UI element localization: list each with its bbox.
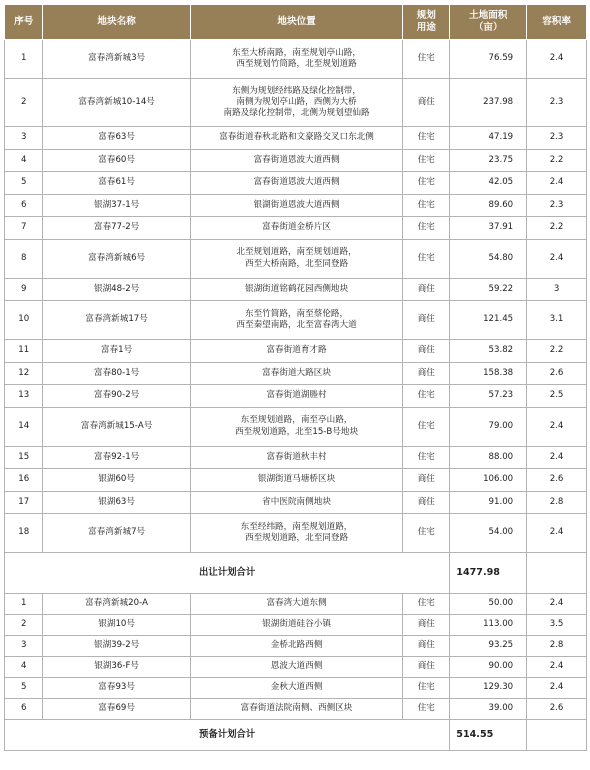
table-row	[5, 239, 587, 278]
reserve-section	[5, 594, 587, 720]
table-row	[5, 172, 587, 195]
cell-area: 158.38	[450, 362, 527, 385]
plan-total-row	[5, 553, 587, 594]
cell-no: 5	[5, 678, 43, 699]
cell-name: 富春湾新城20-A	[43, 594, 190, 615]
cell-area: 53.82	[450, 340, 527, 363]
cell-no: 5	[5, 172, 43, 195]
cell-far: 2.2	[527, 149, 587, 172]
cell-area: 39.00	[450, 699, 527, 720]
cell-area: 76.59	[450, 40, 527, 79]
cell-use: 住宅	[403, 127, 450, 150]
cell-location	[190, 301, 403, 340]
plan-total-blank	[527, 553, 587, 594]
location-line: 银湖街道恩波大道西侧	[253, 199, 340, 210]
cell-use: 住宅	[403, 149, 450, 172]
cell-use: 住宅	[403, 194, 450, 217]
plan-total-section	[5, 553, 587, 594]
table-row	[5, 636, 587, 657]
cell-use: 住宅	[403, 594, 450, 615]
cell-no: 8	[5, 239, 43, 278]
cell-far: 2.8	[527, 491, 587, 514]
cell-area: 129.30	[450, 678, 527, 699]
cell-area: 237.98	[450, 79, 527, 127]
reserve-total-label: 预备计划合计	[5, 720, 450, 751]
reserve-total-row	[5, 720, 587, 751]
cell-far: 2.4	[527, 407, 587, 446]
cell-use: 住宅	[403, 217, 450, 240]
cell-area: 47.19	[450, 127, 527, 150]
cell-use: 住宅	[403, 407, 450, 446]
header-area-line: （亩）	[473, 22, 503, 33]
cell-far: 2.6	[527, 699, 587, 720]
cell-location	[190, 615, 403, 636]
cell-use: 商住	[403, 491, 450, 514]
location-line: 南路及绿化控制带，北侧为规划望仙路	[223, 108, 370, 119]
plan-total-value: 1477.98	[450, 553, 527, 594]
header-location: 地块位置	[190, 5, 403, 40]
cell-location	[190, 127, 403, 150]
table-row	[5, 615, 587, 636]
plan-total-label: 出让计划合计	[5, 553, 450, 594]
cell-use: 住宅	[403, 678, 450, 699]
cell-area: 93.25	[450, 636, 527, 657]
header-no: 序号	[5, 5, 43, 40]
cell-area: 37.91	[450, 217, 527, 240]
location-line: 富春街道恩波大道西侧	[253, 177, 340, 188]
cell-location	[190, 149, 403, 172]
cell-name: 银湖37-1号	[43, 194, 190, 217]
cell-area: 79.00	[450, 407, 527, 446]
cell-location	[190, 79, 403, 127]
location-line: 东至大桥南路，南至规划亭山路，	[232, 47, 361, 58]
table-row	[5, 514, 587, 553]
cell-area: 54.80	[450, 239, 527, 278]
cell-name: 富春湾新城15-A号	[43, 407, 190, 446]
cell-no: 6	[5, 699, 43, 720]
cell-area: 89.60	[450, 194, 527, 217]
location-line: 西至规划道路，北至同登路	[244, 533, 349, 543]
cell-area: 54.00	[450, 514, 527, 553]
table-row	[5, 699, 587, 720]
location-line: 金桥北路西侧	[270, 640, 323, 651]
location-line: 省中医院南侧地块	[262, 496, 331, 507]
cell-area: 59.22	[450, 278, 527, 301]
location-line: 西至规划竹筒路，北至规划道路	[236, 59, 357, 69]
cell-location	[190, 514, 403, 553]
location-line: 富春湾大道东侧	[266, 598, 327, 609]
cell-location	[190, 594, 403, 615]
table-row	[5, 362, 587, 385]
cell-far: 2.6	[527, 469, 587, 492]
cell-far: 3.1	[527, 301, 587, 340]
cell-no: 4	[5, 657, 43, 678]
cell-area: 50.00	[450, 594, 527, 615]
cell-use: 住宅	[403, 172, 450, 195]
cell-area: 91.00	[450, 491, 527, 514]
cell-location	[190, 491, 403, 514]
table-row	[5, 385, 587, 408]
cell-far: 2.3	[527, 194, 587, 217]
table-row	[5, 340, 587, 363]
cell-name: 富春92-1号	[43, 446, 190, 469]
table-row	[5, 40, 587, 79]
location-line: 富春街道法院南侧、西侧区块	[240, 703, 353, 714]
location-line: 富春街道秋丰村	[266, 451, 327, 462]
cell-name: 银湖48-2号	[43, 278, 190, 301]
cell-location	[190, 446, 403, 469]
cell-no: 1	[5, 40, 43, 79]
location-line: 东至竹简路，南至蔡伦路，	[244, 308, 349, 319]
cell-no: 4	[5, 149, 43, 172]
location-line: 东至经纬路，南至规划道路，	[240, 521, 353, 532]
cell-no: 13	[5, 385, 43, 408]
location-line: 东至规划道路，南至亭山路，	[240, 415, 353, 426]
cell-far: 2.6	[527, 362, 587, 385]
cell-name: 富春60号	[43, 149, 190, 172]
cell-name: 富春63号	[43, 127, 190, 150]
cell-location	[190, 194, 403, 217]
table-row	[5, 127, 587, 150]
table-row	[5, 594, 587, 615]
cell-name: 银湖36-F号	[43, 657, 190, 678]
cell-no: 3	[5, 636, 43, 657]
cell-area: 90.00	[450, 657, 527, 678]
cell-use: 商住	[403, 469, 450, 492]
cell-area: 23.75	[450, 149, 527, 172]
cell-far: 2.4	[527, 239, 587, 278]
cell-no: 7	[5, 217, 43, 240]
cell-use: 商住	[403, 340, 450, 363]
cell-far: 2.4	[527, 446, 587, 469]
table-row	[5, 407, 587, 446]
location-line: 西至大桥南路，北至同登路	[244, 258, 349, 269]
cell-far: 2.5	[527, 385, 587, 408]
reserve-total-section	[5, 720, 587, 751]
location-line: 银湖街道铭鹤花园西侧地块	[244, 283, 349, 294]
cell-use: 商住	[403, 301, 450, 340]
cell-location	[190, 239, 403, 278]
cell-location	[190, 657, 403, 678]
cell-location	[190, 172, 403, 195]
cell-name: 银湖10号	[43, 615, 190, 636]
cell-use: 商住	[403, 278, 450, 301]
cell-area: 57.23	[450, 385, 527, 408]
table-row	[5, 79, 587, 127]
location-line: 银湖街道硅谷小镇	[262, 619, 331, 630]
header-name: 地块名称	[43, 5, 190, 40]
location-line: 富春街道大路区块	[262, 367, 331, 378]
cell-use: 商住	[403, 657, 450, 678]
cell-location	[190, 340, 403, 363]
location-line: 恩波大道西侧	[270, 661, 323, 672]
cell-location	[190, 678, 403, 699]
reserve-total-value: 514.55	[450, 720, 527, 751]
cell-use: 住宅	[403, 385, 450, 408]
cell-use: 住宅	[403, 699, 450, 720]
cell-no: 10	[5, 301, 43, 340]
cell-far: 2.4	[527, 172, 587, 195]
location-line: 富春街道恩波大道西侧	[253, 154, 340, 165]
table-row	[5, 194, 587, 217]
cell-area: 106.00	[450, 469, 527, 492]
location-line: 富春街道育才路	[266, 345, 327, 356]
cell-use: 住宅	[403, 514, 450, 553]
cell-area: 88.00	[450, 446, 527, 469]
cell-location	[190, 469, 403, 492]
cell-name: 富春69号	[43, 699, 190, 720]
cell-use: 住宅	[403, 239, 450, 278]
cell-use: 商住	[403, 362, 450, 385]
cell-location	[190, 217, 403, 240]
table-row	[5, 278, 587, 301]
cell-far: 2.3	[527, 79, 587, 127]
cell-location	[190, 636, 403, 657]
cell-location	[190, 385, 403, 408]
cell-use: 商住	[403, 636, 450, 657]
location-line: 南侧为规划亭山路，西侧为大桥	[236, 96, 357, 107]
cell-location	[190, 40, 403, 79]
cell-use: 商住	[403, 79, 450, 127]
land-plan-table	[4, 4, 587, 751]
table-row	[5, 149, 587, 172]
location-line: 西至规划道路，北至15-B号地块	[235, 426, 359, 437]
table-row	[5, 469, 587, 492]
cell-name: 富春80-1号	[43, 362, 190, 385]
location-line: 富春街道湖塍村	[266, 390, 327, 401]
cell-use: 住宅	[403, 40, 450, 79]
cell-far: 3	[527, 278, 587, 301]
cell-location	[190, 407, 403, 446]
header-use-line: 用途	[416, 22, 436, 33]
cell-far: 2.8	[527, 636, 587, 657]
cell-no: 16	[5, 469, 43, 492]
cell-name: 富春61号	[43, 172, 190, 195]
cell-name: 银湖60号	[43, 469, 190, 492]
reserve-total-blank	[527, 720, 587, 751]
location-line: 金秋大道西侧	[270, 682, 323, 693]
plan-section	[5, 40, 587, 553]
cell-area: 42.05	[450, 172, 527, 195]
cell-no: 17	[5, 491, 43, 514]
cell-no: 9	[5, 278, 43, 301]
cell-no: 1	[5, 594, 43, 615]
cell-name: 富春90-2号	[43, 385, 190, 408]
cell-no: 18	[5, 514, 43, 553]
cell-no: 6	[5, 194, 43, 217]
cell-location	[190, 278, 403, 301]
cell-far: 2.4	[527, 657, 587, 678]
cell-name: 银湖63号	[43, 491, 190, 514]
header-area	[450, 5, 527, 40]
cell-name: 富春93号	[43, 678, 190, 699]
cell-name: 银湖39-2号	[43, 636, 190, 657]
cell-name: 富春湾新城6号	[43, 239, 190, 278]
table-row	[5, 657, 587, 678]
cell-no: 3	[5, 127, 43, 150]
cell-far: 2.3	[527, 127, 587, 150]
location-line: 北至规划道路，南至规划道路，	[236, 247, 357, 258]
cell-far: 2.2	[527, 217, 587, 240]
table-header-row	[5, 5, 587, 40]
cell-far: 2.4	[527, 594, 587, 615]
cell-no: 2	[5, 615, 43, 636]
cell-no: 12	[5, 362, 43, 385]
cell-no: 11	[5, 340, 43, 363]
cell-use: 商住	[403, 615, 450, 636]
cell-far: 2.2	[527, 340, 587, 363]
location-line: 富春街道金桥片区	[262, 222, 331, 233]
cell-use: 住宅	[403, 446, 450, 469]
cell-name: 富春1号	[43, 340, 190, 363]
cell-location	[190, 699, 403, 720]
table-row	[5, 217, 587, 240]
cell-no: 15	[5, 446, 43, 469]
cell-location	[190, 362, 403, 385]
header-area-line: 土地面积	[469, 10, 508, 21]
header-use	[403, 5, 450, 40]
location-line: 银湖街道马塘桥区块	[257, 474, 336, 485]
cell-name: 富春湾新城7号	[43, 514, 190, 553]
cell-name: 富春湾新城3号	[43, 40, 190, 79]
cell-name: 富春77-2号	[43, 217, 190, 240]
cell-name: 富春湾新城17号	[43, 301, 190, 340]
cell-no: 14	[5, 407, 43, 446]
location-line: 西至秦望南路，北至富春湾大道	[236, 320, 357, 330]
cell-area: 121.45	[450, 301, 527, 340]
cell-no: 2	[5, 79, 43, 127]
cell-far: 2.4	[527, 514, 587, 553]
table-row	[5, 491, 587, 514]
table-row	[5, 678, 587, 699]
location-line: 东侧为规划经纬路及绿化控制带，	[232, 85, 361, 96]
cell-name: 富春湾新城10-14号	[43, 79, 190, 127]
table-row	[5, 446, 587, 469]
cell-area: 113.00	[450, 615, 527, 636]
table-row	[5, 301, 587, 340]
header-use-line: 规划	[416, 10, 436, 21]
cell-far: 2.4	[527, 40, 587, 79]
location-line: 富春街道春秋北路和文豪路交叉口东北侧	[219, 132, 374, 143]
cell-far: 2.4	[527, 678, 587, 699]
cell-far: 3.5	[527, 615, 587, 636]
header-far: 容积率	[527, 5, 587, 40]
